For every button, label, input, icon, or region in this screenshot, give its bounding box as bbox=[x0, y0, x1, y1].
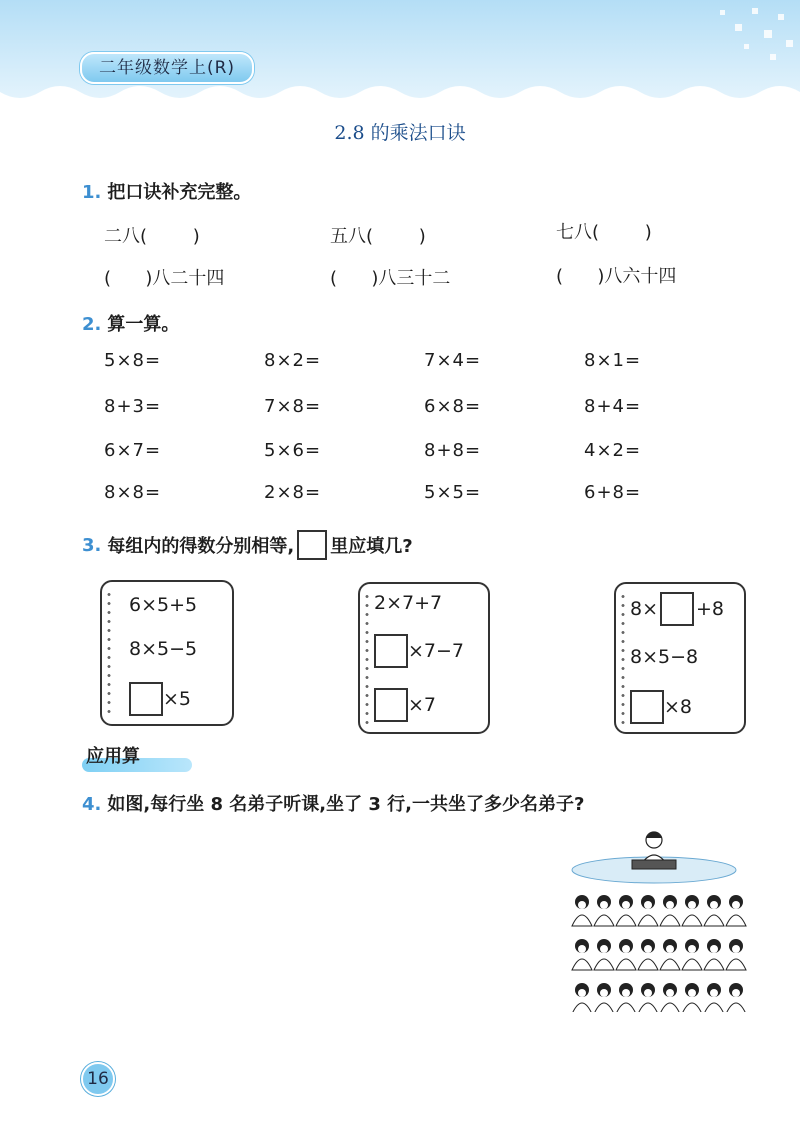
disciple-figure bbox=[726, 895, 746, 926]
page-number: 16 bbox=[81, 1062, 115, 1096]
card-line: 8×5−5 bbox=[129, 638, 198, 660]
card-line bbox=[374, 634, 464, 668]
mnemonic-blank[interactable]: 七八( ) bbox=[556, 222, 652, 243]
disciple-figure bbox=[726, 983, 746, 1012]
card-line bbox=[630, 690, 692, 724]
disciple-figure bbox=[682, 895, 702, 926]
card-line-text: ×7−7 bbox=[408, 640, 465, 662]
card-line-text: ×7 bbox=[408, 694, 437, 716]
card-line: 2×7+7 bbox=[374, 592, 443, 614]
disciple-figure bbox=[572, 939, 592, 970]
classroom-illustration bbox=[560, 822, 760, 1012]
disciple-figure bbox=[638, 895, 658, 926]
mnemonic-blank[interactable]: 五八( ) bbox=[330, 226, 426, 247]
disciple-figure bbox=[594, 895, 614, 926]
teacher-figure bbox=[632, 832, 676, 869]
question-text: 算一算。 bbox=[107, 314, 180, 335]
disciple-figure bbox=[594, 983, 614, 1012]
disciple-figure bbox=[704, 895, 724, 926]
disciple-figure bbox=[682, 983, 702, 1012]
equation-card-1 bbox=[100, 580, 234, 726]
disciple-figure bbox=[616, 939, 636, 970]
calc-item[interactable]: 7×4= bbox=[424, 350, 482, 371]
notebook-holes bbox=[106, 590, 112, 716]
calc-item[interactable]: 6×7= bbox=[104, 440, 162, 461]
disciple-figure bbox=[616, 983, 636, 1012]
calc-item[interactable]: 5×6= bbox=[264, 440, 322, 461]
disciple-figure bbox=[638, 939, 658, 970]
book-tag: 二年级数学上(R) bbox=[80, 52, 254, 84]
card-line bbox=[630, 592, 724, 626]
disciple-figure bbox=[594, 939, 614, 970]
disciple-figure bbox=[660, 895, 680, 926]
calc-item[interactable]: 2×8= bbox=[264, 482, 322, 503]
question-3-prompt bbox=[82, 530, 413, 560]
mnemonic-blank[interactable]: ( )八三十二 bbox=[330, 268, 451, 289]
equation-card-3 bbox=[614, 582, 746, 734]
disciple-figure bbox=[704, 983, 724, 1012]
calc-item[interactable]: 6+8= bbox=[584, 482, 642, 503]
calc-item[interactable]: 8×8= bbox=[104, 482, 162, 503]
disciple-figure bbox=[704, 939, 724, 970]
calc-item[interactable]: 8+8= bbox=[424, 440, 482, 461]
disciple-figure bbox=[660, 939, 680, 970]
card-line: 8×5−8 bbox=[630, 646, 699, 668]
notebook-holes bbox=[620, 592, 626, 724]
disciple-figure bbox=[616, 895, 636, 926]
students-group bbox=[572, 895, 746, 1012]
question-4-prompt bbox=[82, 790, 584, 816]
question-1-prompt bbox=[82, 178, 251, 204]
question-number: 4. bbox=[82, 794, 102, 815]
card-line-text: +8 bbox=[696, 598, 725, 620]
lesson-title: 2.8 的乘法口诀 bbox=[334, 122, 466, 144]
card-line bbox=[129, 682, 191, 716]
answer-box[interactable] bbox=[374, 688, 408, 722]
question-number: 3. bbox=[82, 534, 102, 556]
calc-item[interactable]: 4×2= bbox=[584, 440, 642, 461]
disciple-figure bbox=[638, 983, 658, 1012]
disciple-figure bbox=[572, 895, 592, 926]
question-text: 里应填几? bbox=[330, 536, 413, 557]
section-tag: 应用算 bbox=[86, 746, 140, 767]
question-number: 2. bbox=[82, 314, 102, 335]
answer-box-sample bbox=[297, 530, 327, 560]
mnemonic-blank[interactable]: ( )八六十四 bbox=[556, 266, 677, 287]
disciple-figure bbox=[660, 983, 680, 1012]
equation-card-2 bbox=[358, 582, 490, 734]
calc-item[interactable]: 6×8= bbox=[424, 396, 482, 417]
question-text: 每组内的得数分别相等, bbox=[107, 536, 295, 557]
card-line bbox=[374, 688, 436, 722]
mnemonic-blank[interactable]: ( )八二十四 bbox=[104, 268, 225, 289]
calc-item[interactable]: 8+4= bbox=[584, 396, 642, 417]
calc-item[interactable]: 8+3= bbox=[104, 396, 162, 417]
answer-box[interactable] bbox=[129, 682, 163, 716]
card-line-text: ×5 bbox=[163, 688, 192, 710]
disciple-figure bbox=[726, 939, 746, 970]
notebook-holes bbox=[364, 592, 370, 724]
question-number: 1. bbox=[82, 182, 102, 203]
card-line: 6×5+5 bbox=[129, 594, 198, 616]
calc-item[interactable]: 7×8= bbox=[264, 396, 322, 417]
calc-item[interactable]: 8×1= bbox=[584, 350, 642, 371]
card-line-text: ×8 bbox=[664, 696, 693, 718]
question-text: 把口诀补充完整。 bbox=[107, 182, 252, 203]
calc-item[interactable]: 5×5= bbox=[424, 482, 482, 503]
calc-item[interactable]: 8×2= bbox=[264, 350, 322, 371]
answer-box[interactable] bbox=[374, 634, 408, 668]
calc-item[interactable]: 5×8= bbox=[104, 350, 162, 371]
question-2-prompt bbox=[82, 310, 179, 336]
card-line-text: 8× bbox=[630, 598, 659, 620]
mnemonic-blank[interactable]: 二八( ) bbox=[104, 226, 200, 247]
disciple-figure bbox=[682, 939, 702, 970]
answer-box[interactable] bbox=[660, 592, 694, 626]
answer-box[interactable] bbox=[630, 690, 664, 724]
disciple-figure bbox=[572, 983, 592, 1012]
question-text: 如图,每行坐 8 名弟子听课,坐了 3 行,一共坐了多少名弟子? bbox=[107, 794, 585, 815]
